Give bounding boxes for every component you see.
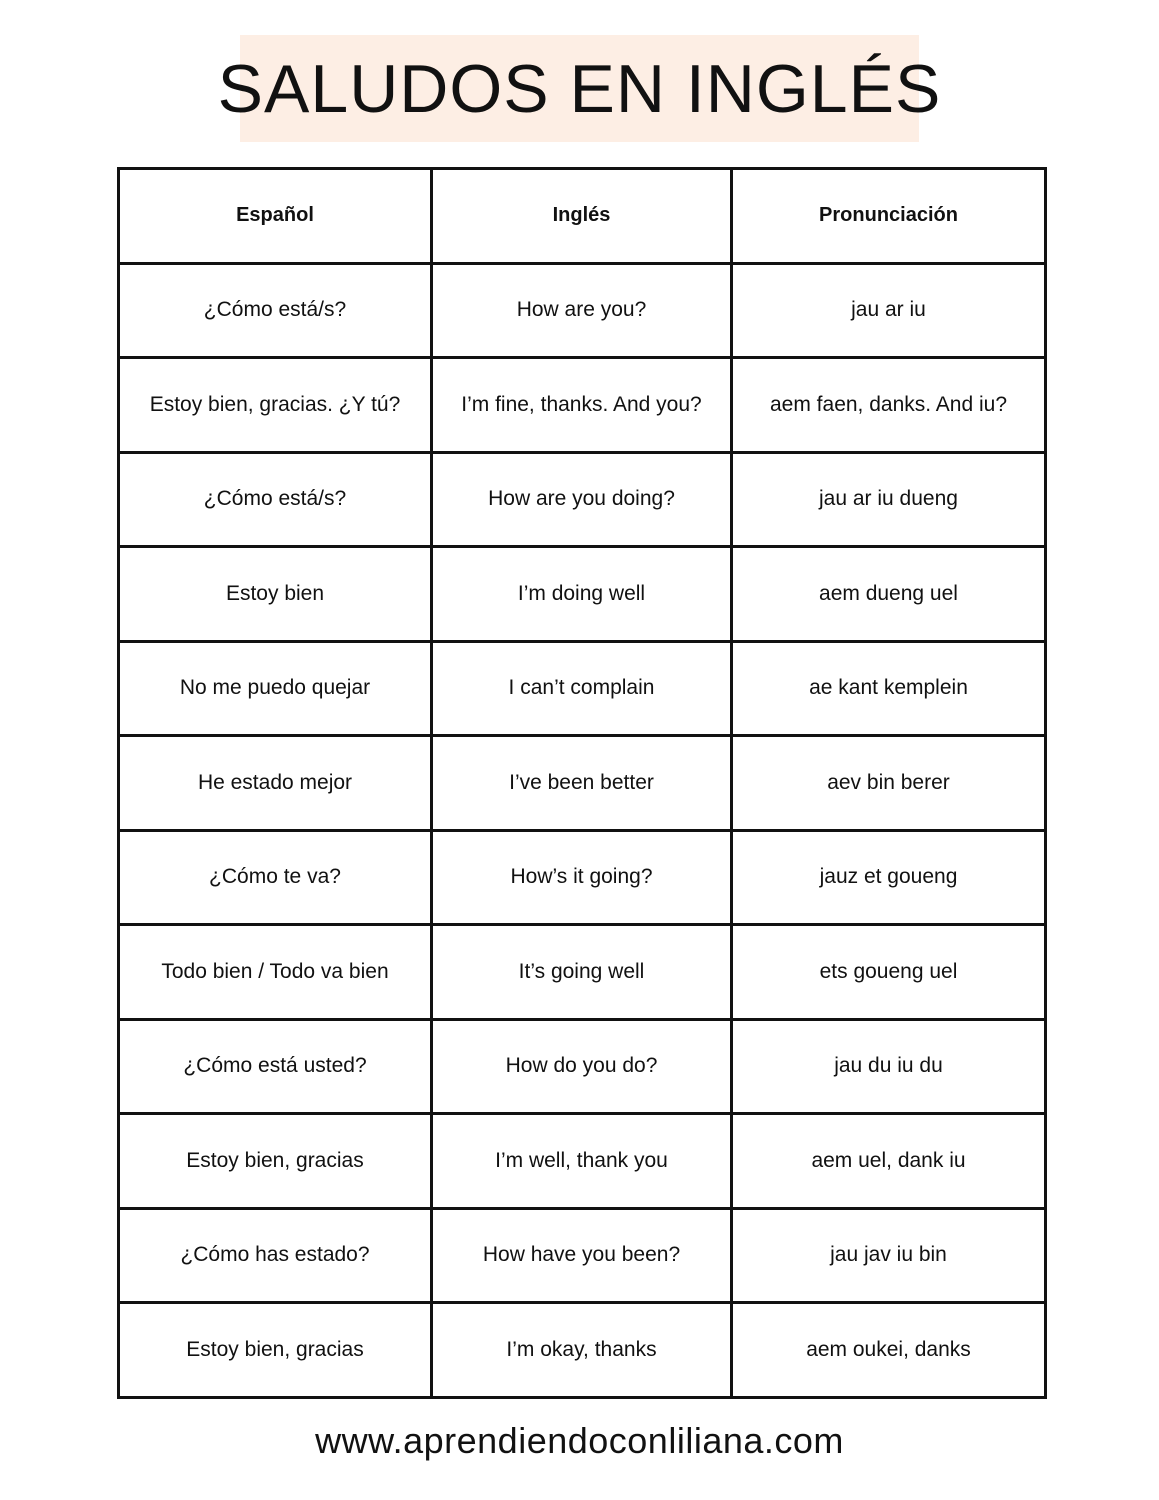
cell-english: I’ve been better	[432, 736, 732, 831]
cell-pronunciation: jau ar iu	[732, 263, 1046, 358]
cell-english: It’s going well	[432, 925, 732, 1020]
title-banner	[217, 35, 942, 142]
table-row	[119, 452, 1046, 547]
cell-spanish: ¿Cómo está/s?	[119, 452, 432, 547]
cell-spanish: No me puedo quejar	[119, 641, 432, 736]
cell-pronunciation: jau jav iu bin	[732, 1208, 1046, 1303]
cell-pronunciation: aev bin berer	[732, 736, 1046, 831]
cell-english: I’m well, thank you	[432, 1114, 732, 1209]
cell-spanish: ¿Cómo has estado?	[119, 1208, 432, 1303]
cell-english: I’m doing well	[432, 547, 732, 642]
table-row	[119, 1114, 1046, 1209]
cell-english: How are you doing?	[432, 452, 732, 547]
cell-english: How’s it going?	[432, 830, 732, 925]
table-row	[119, 547, 1046, 642]
table-row	[119, 641, 1046, 736]
cell-spanish: ¿Cómo te va?	[119, 830, 432, 925]
cell-english: How have you been?	[432, 1208, 732, 1303]
cell-spanish: Estoy bien, gracias	[119, 1114, 432, 1209]
footer-website-url: www.aprendiendoconliliana.com	[315, 1420, 844, 1461]
cell-spanish: He estado mejor	[119, 736, 432, 831]
cell-english: I can’t complain	[432, 641, 732, 736]
table-row	[119, 263, 1046, 358]
table-row	[119, 925, 1046, 1020]
cell-spanish: Estoy bien, gracias. ¿Y tú?	[119, 358, 432, 453]
header-english: Inglés	[432, 169, 732, 264]
greetings-table	[117, 167, 1047, 1399]
header-spanish: Español	[119, 169, 432, 264]
cell-pronunciation: ae kant kemplein	[732, 641, 1046, 736]
table-row	[119, 830, 1046, 925]
cell-spanish: Estoy bien, gracias	[119, 1303, 432, 1398]
table-row	[119, 358, 1046, 453]
table-row	[119, 1208, 1046, 1303]
table-row	[119, 736, 1046, 831]
cell-spanish: Estoy bien	[119, 547, 432, 642]
cell-english: How are you?	[432, 263, 732, 358]
cell-spanish: ¿Cómo está usted?	[119, 1019, 432, 1114]
cell-english: How do you do?	[432, 1019, 732, 1114]
table-row	[119, 1303, 1046, 1398]
cell-pronunciation: jauz et goueng	[732, 830, 1046, 925]
cell-pronunciation: jau du iu du	[732, 1019, 1046, 1114]
cell-pronunciation: aem faen, danks. And iu?	[732, 358, 1046, 453]
cell-spanish: Todo bien / Todo va bien	[119, 925, 432, 1020]
cell-english: I’m okay, thanks	[432, 1303, 732, 1398]
cell-pronunciation: aem dueng uel	[732, 547, 1046, 642]
cell-pronunciation: aem uel, dank iu	[732, 1114, 1046, 1209]
table-row	[119, 1019, 1046, 1114]
cell-english: I’m fine, thanks. And you?	[432, 358, 732, 453]
cell-spanish: ¿Cómo está/s?	[119, 263, 432, 358]
page-title: SALUDOS EN INGLÉS	[217, 50, 942, 127]
table-header-row	[119, 169, 1046, 264]
cell-pronunciation: aem oukei, danks	[732, 1303, 1046, 1398]
cell-pronunciation: jau ar iu dueng	[732, 452, 1046, 547]
header-pronunciation: Pronunciación	[732, 169, 1046, 264]
cell-pronunciation: ets goueng uel	[732, 925, 1046, 1020]
